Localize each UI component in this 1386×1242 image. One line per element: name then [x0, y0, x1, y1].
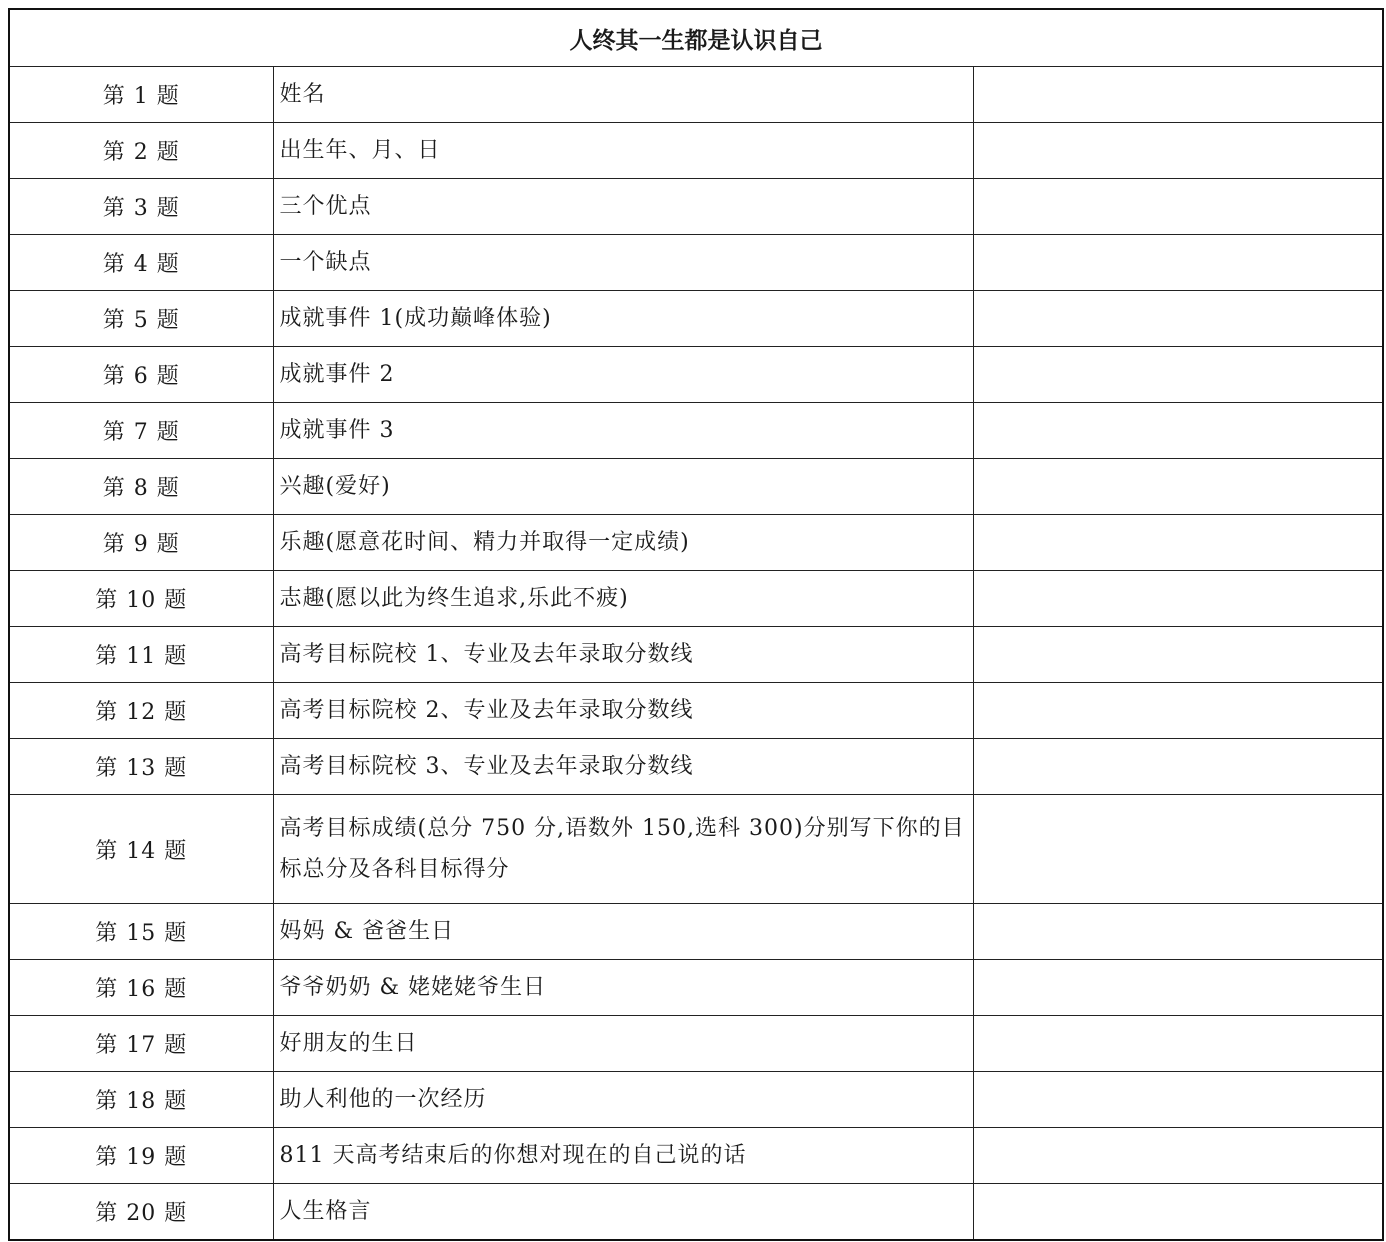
question-row [9, 960, 1383, 1016]
question-row [9, 739, 1383, 795]
question-number: 第 3 题 [9, 179, 273, 235]
answer-cell[interactable] [973, 904, 1383, 960]
question-number: 第 9 题 [9, 515, 273, 571]
question-text: 志趣(愿以此为终生追求,乐此不疲) [273, 571, 973, 627]
answer-cell[interactable] [973, 403, 1383, 459]
question-text: 成就事件 3 [273, 403, 973, 459]
question-text: 兴趣(爱好) [273, 459, 973, 515]
answer-cell[interactable] [973, 795, 1383, 904]
question-row [9, 347, 1383, 403]
question-text: 爷爷奶奶 & 姥姥姥爷生日 [273, 960, 973, 1016]
question-row [9, 904, 1383, 960]
question-text: 好朋友的生日 [273, 1016, 973, 1072]
question-number: 第 14 题 [9, 795, 273, 904]
question-number: 第 1 题 [9, 67, 273, 123]
question-number: 第 7 题 [9, 403, 273, 459]
question-number: 第 15 题 [9, 904, 273, 960]
answer-cell[interactable] [973, 960, 1383, 1016]
question-row [9, 459, 1383, 515]
answer-cell[interactable] [973, 627, 1383, 683]
answer-cell[interactable] [973, 1072, 1383, 1128]
question-row [9, 683, 1383, 739]
question-number: 第 20 题 [9, 1184, 273, 1241]
answer-cell[interactable] [973, 683, 1383, 739]
question-text: 妈妈 & 爸爸生日 [273, 904, 973, 960]
question-number: 第 10 题 [9, 571, 273, 627]
question-text: 乐趣(愿意花时间、精力并取得一定成绩) [273, 515, 973, 571]
question-row [9, 291, 1383, 347]
question-text: 高考目标院校 2、专业及去年录取分数线 [273, 683, 973, 739]
answer-cell[interactable] [973, 123, 1383, 179]
question-row [9, 1016, 1383, 1072]
question-number: 第 13 题 [9, 739, 273, 795]
question-number: 第 17 题 [9, 1016, 273, 1072]
question-row [9, 67, 1383, 123]
question-number: 第 8 题 [9, 459, 273, 515]
question-row [9, 403, 1383, 459]
question-row [9, 627, 1383, 683]
question-row [9, 123, 1383, 179]
title-row [9, 9, 1383, 67]
question-text: 高考目标成绩(总分 750 分,语数外 150,选科 300)分别写下你的目标总分及各科目标得分 [273, 795, 973, 904]
question-row [9, 179, 1383, 235]
answer-cell[interactable] [973, 347, 1383, 403]
question-list [9, 67, 1383, 1241]
answer-cell[interactable] [973, 291, 1383, 347]
question-row [9, 795, 1383, 904]
answer-cell[interactable] [973, 1016, 1383, 1072]
answer-cell[interactable] [973, 571, 1383, 627]
answer-cell[interactable] [973, 459, 1383, 515]
question-row [9, 571, 1383, 627]
answer-cell[interactable] [973, 67, 1383, 123]
answer-cell[interactable] [973, 179, 1383, 235]
question-text: 成就事件 1(成功巅峰体验) [273, 291, 973, 347]
answer-cell[interactable] [973, 235, 1383, 291]
question-row [9, 1072, 1383, 1128]
question-number: 第 19 题 [9, 1128, 273, 1184]
question-row [9, 1184, 1383, 1241]
question-row [9, 515, 1383, 571]
question-row [9, 235, 1383, 291]
self-knowledge-worksheet [8, 8, 1384, 1241]
question-number: 第 18 题 [9, 1072, 273, 1128]
worksheet-title: 人终其一生都是认识自己 [9, 9, 1383, 67]
question-number: 第 11 题 [9, 627, 273, 683]
question-text: 811 天高考结束后的你想对现在的自己说的话 [273, 1128, 973, 1184]
question-text: 高考目标院校 1、专业及去年录取分数线 [273, 627, 973, 683]
question-text: 一个缺点 [273, 235, 973, 291]
question-text: 出生年、月、日 [273, 123, 973, 179]
question-text: 姓名 [273, 67, 973, 123]
question-text: 高考目标院校 3、专业及去年录取分数线 [273, 739, 973, 795]
question-number: 第 2 题 [9, 123, 273, 179]
question-number: 第 4 题 [9, 235, 273, 291]
question-number: 第 12 题 [9, 683, 273, 739]
answer-cell[interactable] [973, 515, 1383, 571]
question-text: 三个优点 [273, 179, 973, 235]
question-number: 第 16 题 [9, 960, 273, 1016]
question-text: 人生格言 [273, 1184, 973, 1241]
question-text: 助人利他的一次经历 [273, 1072, 973, 1128]
answer-cell[interactable] [973, 1128, 1383, 1184]
answer-cell[interactable] [973, 739, 1383, 795]
question-text: 成就事件 2 [273, 347, 973, 403]
answer-cell[interactable] [973, 1184, 1383, 1241]
question-number: 第 6 题 [9, 347, 273, 403]
question-number: 第 5 题 [9, 291, 273, 347]
question-row [9, 1128, 1383, 1184]
